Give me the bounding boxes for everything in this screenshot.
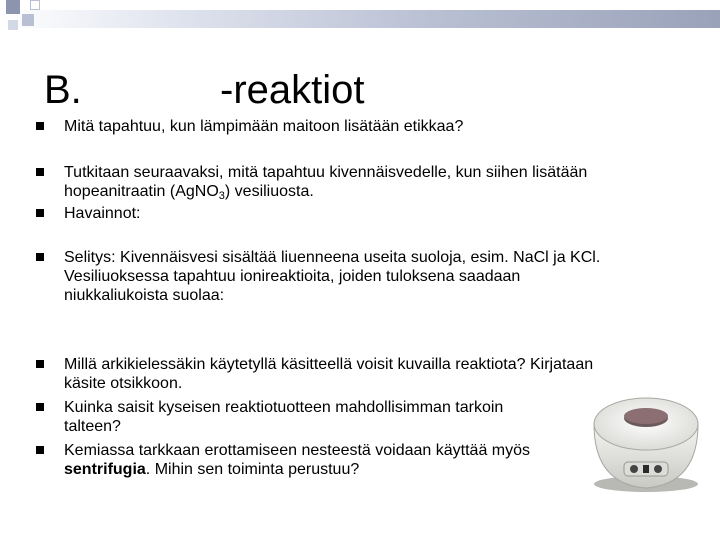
title-letter: B.	[44, 68, 82, 112]
slide-title	[44, 66, 365, 114]
bullet-text: Havainnot:	[64, 205, 141, 222]
bullet-square-icon	[36, 360, 44, 368]
bullet-square-icon	[36, 446, 44, 454]
bullet-text: Kemiassa tarkkaan erottamiseen nesteestä voidaan käyttää myös sentrifugia. Mihin sen toiminta perustuu?	[64, 442, 531, 478]
bullet-text: Millä arkikielessäkin käytetyllä käsitteellä voisit kuvailla reaktiota? Kirjataan käsite otsikkoon.	[64, 356, 594, 392]
bullet-text: Tutkitaan seuraavaksi, mitä tapahtuu kivennäisvedelle, kun siihen lisätään hopeanitraatin (AgNO$_3$) vesiliuosta.	[64, 164, 588, 202]
bullet-square-icon	[36, 168, 44, 176]
bullet-square-icon	[36, 253, 44, 261]
title-word: -reaktiot	[220, 68, 365, 112]
bullet-square-icon	[36, 209, 44, 217]
bullet-text: Selitys: Kivennäisvesi sisältää liuenneena useita suoloja, esim. NaCl ja KCl. Vesiliuoksessa tapahtuu ionireaktioita, joiden tuloksena saadaan niukkaliukoista suolaa:	[64, 249, 601, 304]
bullet-text: Kuinka saisit kyseisen reaktiotuotteen mahdollisimman tarkoin talteen?	[64, 399, 504, 435]
bullet-text: Mitä tapahtuu, kun lämpimään maitoon lisätään etikkaa?	[64, 118, 464, 135]
centrifuge-image	[586, 384, 706, 494]
bullet-square-icon	[36, 403, 44, 411]
header-decoration-bar	[0, 10, 720, 28]
bullet-square-icon	[36, 122, 44, 130]
